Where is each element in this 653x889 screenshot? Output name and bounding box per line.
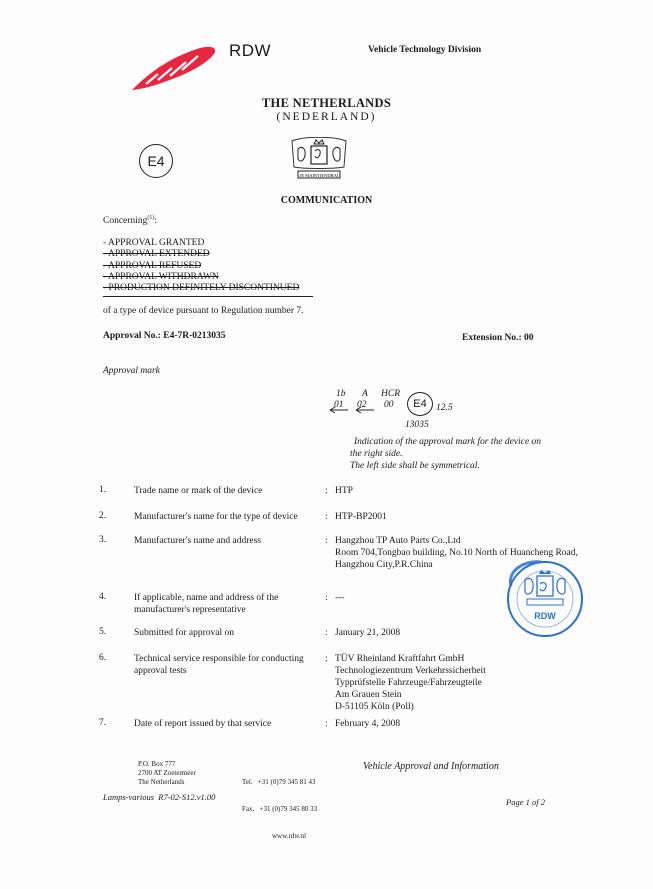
item-label: [134, 718, 314, 730]
item-colon: :: [325, 628, 328, 638]
item-number: 5.: [99, 627, 107, 637]
mark-code-a: A: [362, 389, 368, 399]
mark-e4-circle-icon: E4: [407, 392, 433, 416]
country-local-title: (NEDERLAND): [276, 111, 377, 123]
extension-number: Extension No.: 00: [462, 333, 534, 343]
footer-address: P.O. Box 777 2700 AT Zoetermeer The Netherlands: [138, 760, 196, 786]
mark-note-line-2: the right side.: [350, 449, 403, 459]
item-label: [134, 511, 314, 523]
footer-website-link[interactable]: www.rdw.nl: [272, 832, 307, 840]
footer-slogan: Vehicle Approval and Information: [363, 761, 499, 772]
approval-mark-label: Approval mark: [103, 366, 160, 376]
status-granted: - APPROVAL GRANTED: [103, 238, 205, 248]
item-number: 2.: [99, 511, 107, 521]
item-colon: :: [325, 654, 328, 664]
item-value-line: ---: [335, 593, 345, 603]
status-refused: - APPROVAL REFUSED: [103, 260, 202, 271]
item-value-line: Typprüfstelle Fahrzeuge/Fahrzeugteile: [335, 678, 482, 688]
item-value-line: HTP: [335, 486, 353, 496]
rdw-feather-logo: [128, 44, 220, 96]
item-label-line: approval tests: [134, 666, 187, 676]
item-value-line: Room 704,Tongbao building, No.10 North of Huancheng Road,: [335, 548, 578, 558]
concerning-label: Concerning$^{(1)}$:: [103, 215, 157, 227]
status-list: [103, 238, 299, 294]
item-label: [134, 485, 314, 497]
svg-text:JE MAINTIENDRAI: JE MAINTIENDRAI: [299, 173, 339, 178]
item-value: [335, 653, 585, 713]
item-label-line: manufacturer's representative: [134, 605, 246, 615]
item-value-line: Technologiezentrum Verkehrssicherheit: [335, 666, 486, 676]
item-colon: :: [325, 512, 328, 522]
rdw-stamp-icon: [505, 558, 585, 640]
status-discontinued: - PRODUCTION DEFINITELY DISCONTINUED: [103, 283, 300, 294]
approval-number: Approval No.: E4-7R-0213035: [103, 331, 226, 341]
mark-code-00: 00: [384, 400, 394, 410]
item-label: [134, 627, 314, 639]
mark-code-hcr: HCR: [381, 389, 400, 399]
item-value-line: January 21, 2008: [335, 628, 401, 638]
item-value-line: Hangzhou City,P.R.China: [335, 560, 433, 570]
footer-contact: Tel. +31 (0)79 345 81 43 Fax. +31 (0)79 345 80 33 www.rdw.nl: [242, 778, 318, 840]
mark-code-1b: 1b: [336, 389, 346, 399]
svg-text:RDW: RDW: [534, 611, 556, 621]
left-arrows-icon: [328, 405, 380, 415]
item-colon: :: [325, 593, 328, 603]
item-value-line: Hangzhou TP Auto Parts Co.,Ltd: [335, 536, 461, 546]
item-label-line: Technical service responsible for conducting: [134, 654, 304, 664]
item-colon: :: [325, 486, 328, 496]
item-label: [134, 592, 314, 616]
item-number: 4.: [99, 592, 107, 602]
item-number: 6.: [99, 653, 107, 663]
item-label-line: Submitted for approval on: [134, 628, 234, 638]
item-colon: :: [325, 719, 328, 729]
mark-note-line-1: Indication of the approval mark for the device on: [354, 437, 541, 447]
page-number: Page 1 of 2: [506, 797, 545, 807]
mark-code-01: 01: [334, 400, 344, 410]
mark-approval-number: 13035: [405, 420, 429, 430]
item-label-line: Trade name or mark of the device: [134, 486, 263, 496]
document-type: COMMUNICATION: [280, 195, 373, 206]
division-name: Vehicle Technology Division: [368, 45, 482, 55]
regulation-text: of a type of device pursuant to Regulation number 7.: [103, 306, 304, 316]
item-value: [335, 718, 585, 730]
doc-reference: Lamps-various R7-02-S12.v1.00: [103, 792, 216, 802]
item-label-line: If applicable, name and address of the: [134, 593, 279, 603]
org-name: RDW: [229, 41, 272, 60]
mark-value-12-5: 12.5: [436, 403, 453, 413]
status-withdrawn: - APPROVAL WITHDRAWN: [103, 271, 219, 282]
coat-of-arms-icon: [288, 137, 350, 187]
item-value-line: HTP-BP2001: [335, 512, 387, 522]
item-value-line: TÜV Rheinland Kraftfahrt GmbH: [335, 654, 465, 664]
mark-code-02: 02: [357, 400, 367, 410]
item-colon: :: [325, 536, 328, 546]
item-label-line: Manufacturer's name for the type of device: [134, 512, 298, 522]
item-number: 1.: [99, 485, 107, 495]
e4-mark-icon: E4: [139, 144, 173, 178]
status-divider: [103, 296, 313, 297]
item-label-line: Manufacturer's name and address: [134, 536, 262, 546]
item-value-line: February 4, 2008: [335, 719, 401, 729]
item-value: [335, 485, 585, 497]
item-label: [134, 653, 314, 677]
item-label: [134, 535, 314, 547]
item-number: 7.: [99, 718, 107, 728]
item-value: [335, 511, 585, 523]
item-value-line: D-51105 Köln (Poll): [335, 702, 414, 712]
country-title: THE NETHERLANDS: [261, 96, 392, 110]
item-number: 3.: [99, 535, 107, 545]
mark-note-line-3: The left side shall be symmetrical.: [350, 461, 480, 471]
item-label-line: Date of report issued by that service: [134, 719, 272, 729]
status-extended: - APPROVAL EXTENDED: [103, 249, 210, 260]
item-value-line: Am Grauen Stein: [335, 690, 402, 700]
